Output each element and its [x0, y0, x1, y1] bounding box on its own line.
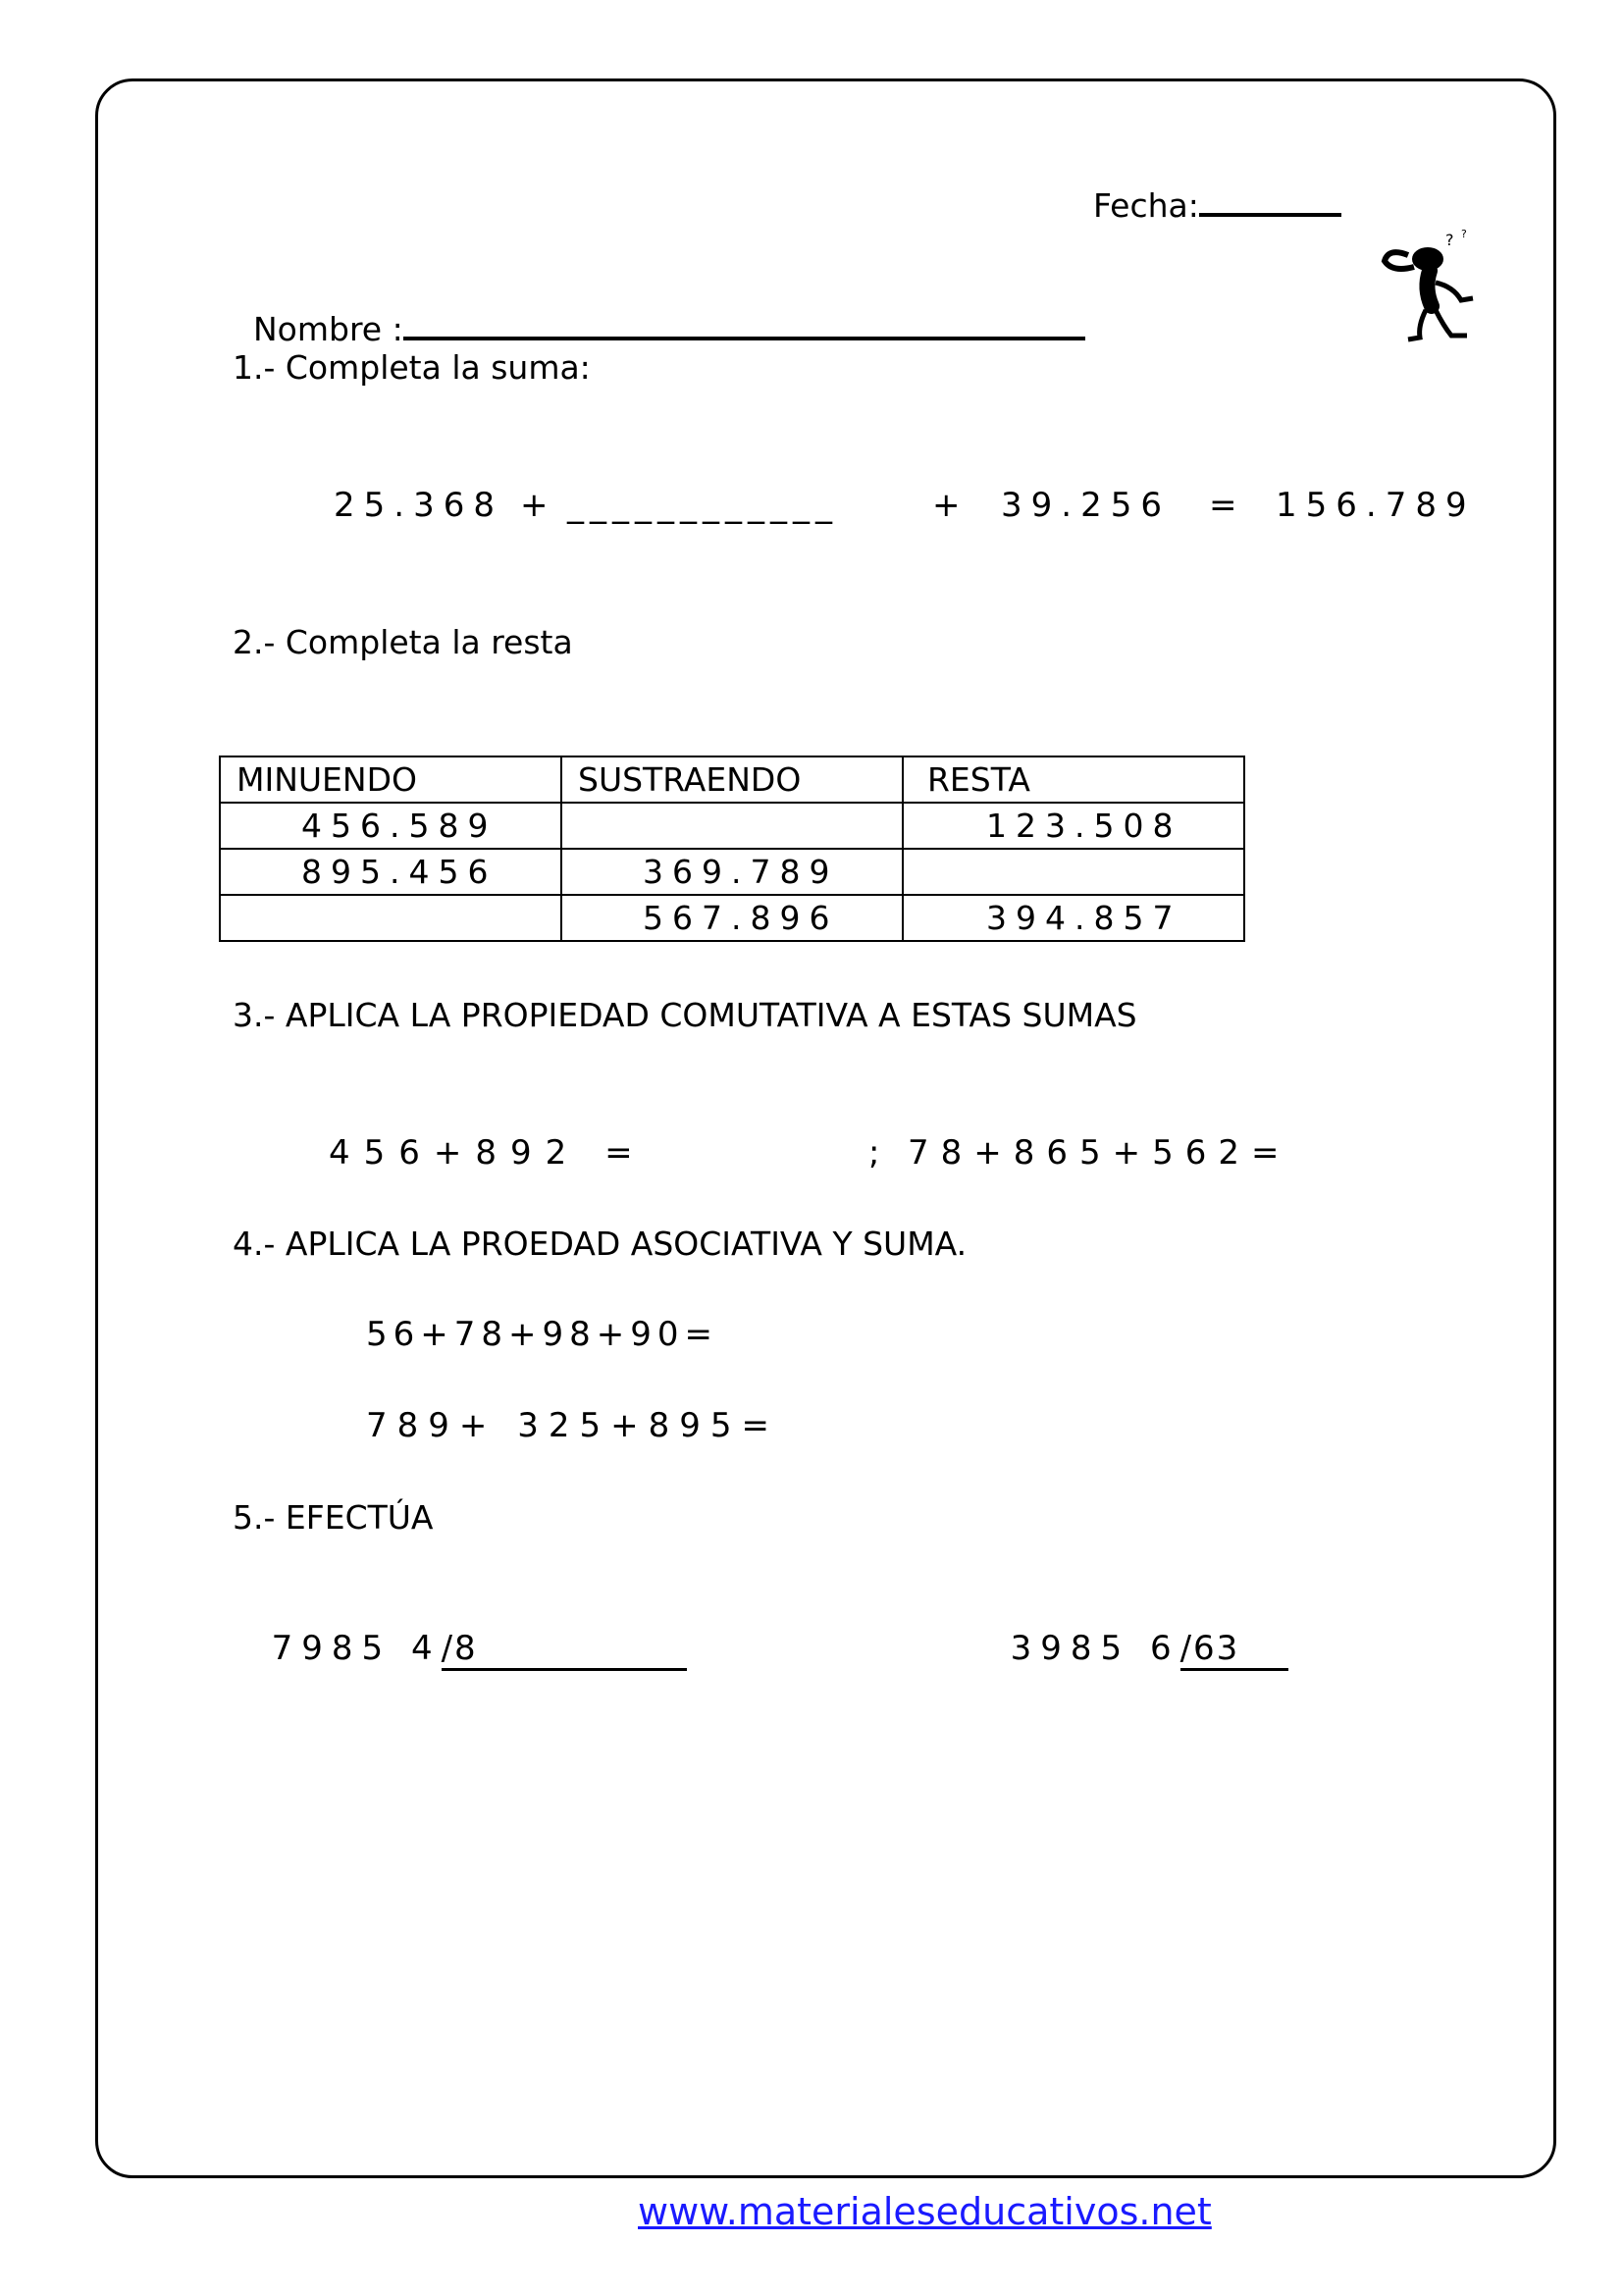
q1-title: 1.- Completa la suma: — [233, 348, 591, 387]
footer-link[interactable]: www.materialeseducativos.net — [638, 2190, 1212, 2233]
q5-title: 5.- EFECTÚA — [233, 1498, 434, 1537]
table-row — [220, 849, 1244, 895]
table-cell[interactable] — [561, 803, 903, 849]
q1-blank: ____________ — [567, 486, 838, 525]
q5-division-2 — [971, 1590, 1288, 1671]
nombre-blank — [403, 301, 1085, 340]
q3-title: 3.- APLICA LA PROPIEDAD COMUTATIVA A ESTAS SUMAS — [233, 996, 1137, 1034]
header-sustraendo: SUSTRAENDO — [561, 756, 903, 803]
thinking-figure-icon — [1379, 228, 1487, 345]
svg-text:?: ? — [1445, 231, 1454, 249]
q4-expression-1: 56+78+98+90= — [366, 1315, 719, 1354]
fecha-row — [1073, 145, 1341, 225]
q4-title: 4.- APLICA LA PROEDAD ASOCIATIVA Y SUMA. — [233, 1225, 968, 1263]
q4-expression-2: 789+ 325+895= — [366, 1406, 779, 1445]
table-cell: 369.789 — [561, 849, 903, 895]
table-cell[interactable] — [903, 849, 1244, 895]
table-cell[interactable] — [220, 895, 561, 941]
q5-division-1 — [233, 1590, 687, 1671]
table-cell: 394.857 — [903, 895, 1244, 941]
q5-div1-divisor: /8 — [442, 1629, 687, 1671]
header-resta: RESTA — [903, 756, 1244, 803]
table-cell: 123.508 — [903, 803, 1244, 849]
table-row — [220, 803, 1244, 849]
fecha-blank — [1199, 183, 1341, 217]
q3-expression-1: 456+892 = — [329, 1133, 647, 1173]
table-cell: 456.589 — [220, 803, 561, 849]
q1-term-b: 39.256 — [1001, 486, 1171, 525]
q5-div2-divisor: /63 — [1180, 1629, 1288, 1671]
table-cell: 895.456 — [220, 849, 561, 895]
nombre-label: Nombre : — [252, 310, 403, 348]
q3-expression-2: 78+865+562= — [908, 1133, 1291, 1173]
q5-div1-dividend: 7985 4 — [271, 1629, 442, 1668]
table-cell: 567.896 — [561, 895, 903, 941]
header-minuendo: MINUENDO — [220, 756, 561, 803]
page-border — [95, 78, 1556, 2178]
q1-term-a: 25.368 — [334, 486, 503, 525]
resta-table — [219, 756, 1245, 942]
q1-equals: = — [1209, 486, 1246, 525]
q1-plus-2: + — [932, 486, 969, 525]
table-header-row — [220, 756, 1244, 803]
q2-title: 2.- Completa la resta — [233, 623, 573, 661]
q5-div2-dividend: 3985 6 — [1010, 1629, 1180, 1668]
q3-separator: ; — [868, 1133, 889, 1173]
q1-total: 156.789 — [1276, 486, 1476, 525]
svg-text:?: ? — [1461, 228, 1467, 240]
q1-plus-1: + — [520, 486, 557, 525]
nombre-row — [233, 263, 1085, 348]
fecha-label: Fecha: — [1092, 186, 1199, 225]
table-row — [220, 895, 1244, 941]
